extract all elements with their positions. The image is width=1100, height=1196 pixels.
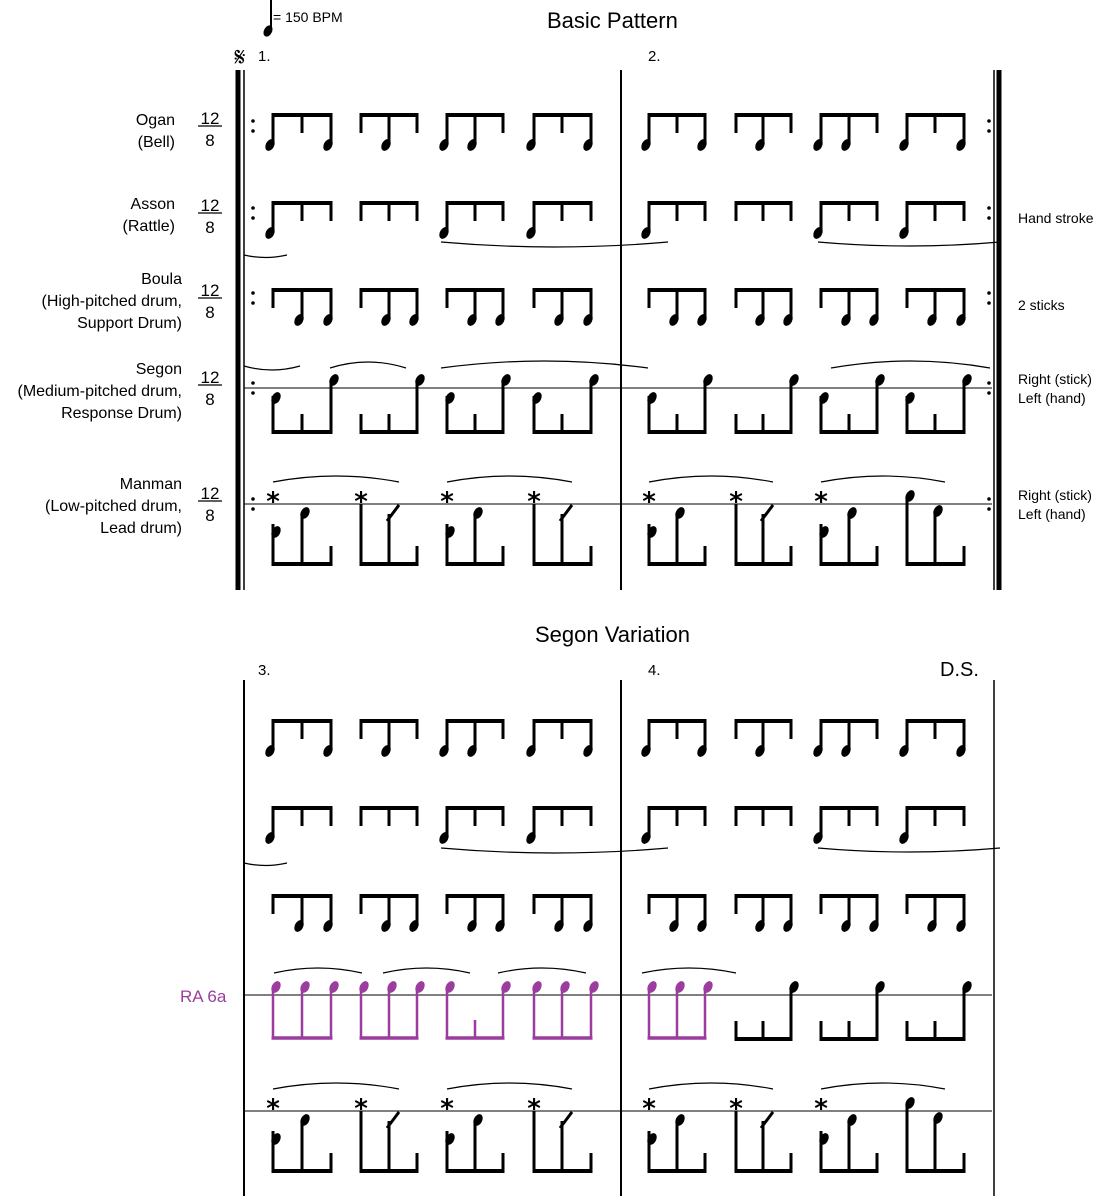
notehead	[787, 373, 800, 388]
notehead	[269, 525, 282, 540]
slur	[273, 476, 399, 482]
notehead	[811, 831, 824, 846]
stick-stroke-star: *	[814, 1094, 828, 1124]
repeat-dot	[251, 391, 255, 395]
notehead	[931, 1111, 944, 1126]
notehead	[263, 744, 276, 759]
notehead-variation	[645, 980, 658, 995]
notehead	[695, 744, 708, 759]
tempo-marking: = 150 BPM	[273, 9, 343, 25]
notehead	[292, 919, 305, 934]
notehead	[811, 226, 824, 241]
notehead-variation	[558, 980, 571, 995]
notehead	[753, 313, 766, 328]
repeat-dot	[987, 291, 991, 295]
stick-stroke-star: *	[354, 1094, 368, 1124]
section-title-basic: Basic Pattern	[547, 8, 678, 33]
notehead	[413, 373, 426, 388]
notehead	[839, 138, 852, 153]
stick-stroke-star: *	[440, 1094, 454, 1124]
notehead	[524, 226, 537, 241]
repeat-dot	[987, 129, 991, 133]
notehead	[960, 373, 973, 388]
notehead	[753, 138, 766, 153]
time-sig-segon-den: 8	[205, 390, 215, 409]
instrument-label-asson: Asson (Rattle)	[122, 196, 175, 235]
annotation-2-sticks: 2 sticks	[1018, 297, 1065, 313]
notehead	[437, 226, 450, 241]
stick-stroke-star: *	[354, 487, 368, 517]
variation-label: RA 6a	[180, 987, 227, 1006]
slur	[818, 242, 1000, 246]
notehead	[581, 744, 594, 759]
notehead	[787, 980, 800, 995]
notehead	[645, 391, 658, 406]
notehead	[465, 744, 478, 759]
notehead	[925, 919, 938, 934]
notehead	[897, 138, 910, 153]
notehead	[839, 313, 852, 328]
notehead	[321, 744, 334, 759]
notehead-variation	[385, 980, 398, 995]
notehead	[903, 489, 916, 504]
notehead	[587, 373, 600, 388]
repeat-dot	[987, 497, 991, 501]
time-sig-asson-num: 12	[200, 196, 220, 215]
notehead	[873, 980, 886, 995]
notehead	[839, 919, 852, 934]
repeat-dot	[987, 119, 991, 123]
notehead	[321, 919, 334, 934]
stick-stroke-star: *	[642, 487, 656, 517]
notehead	[524, 138, 537, 153]
notehead	[639, 138, 652, 153]
notehead	[954, 919, 967, 934]
time-sig-boula-den: 8	[205, 303, 215, 322]
notehead	[269, 1132, 282, 1147]
repeat-dot	[251, 381, 255, 385]
notehead	[954, 313, 967, 328]
notehead	[639, 744, 652, 759]
notehead	[530, 391, 543, 406]
ending-3: 3.	[258, 662, 271, 679]
slur	[831, 361, 990, 368]
notehead-variation	[499, 980, 512, 995]
time-sig-manman-den: 8	[205, 506, 215, 525]
slash-notehead	[560, 505, 572, 521]
notehead	[667, 919, 680, 934]
ending-1: 1.	[258, 48, 271, 65]
instrument-label-manman: Manman (Low-pitched drum, Lead drum)	[45, 476, 182, 537]
time-sig-segon-num: 12	[200, 368, 220, 387]
notehead	[867, 313, 880, 328]
notehead	[465, 138, 478, 153]
notehead	[581, 919, 594, 934]
notehead	[960, 980, 973, 995]
notehead	[493, 919, 506, 934]
notehead-variation	[673, 980, 686, 995]
annotation-manman-left: Left (hand)	[1018, 506, 1086, 522]
slur	[649, 1083, 773, 1089]
notehead	[701, 373, 714, 388]
slash-notehead	[387, 1112, 399, 1128]
notehead	[581, 313, 594, 328]
notehead	[471, 506, 484, 521]
repeat-dot	[987, 301, 991, 305]
slur	[244, 366, 300, 370]
annotation-manman-right: Right (stick)	[1018, 487, 1092, 503]
notehead	[379, 313, 392, 328]
notehead	[499, 373, 512, 388]
notehead	[673, 506, 686, 521]
notehead	[931, 504, 944, 519]
repeat-dot	[251, 507, 255, 511]
slur	[821, 476, 945, 482]
slur	[244, 255, 287, 258]
notehead	[407, 313, 420, 328]
segno-sign: 𝄋	[234, 43, 246, 73]
instrument-label-boula: Boula (High-pitched drum, Support Drum)	[41, 271, 182, 332]
notehead	[897, 831, 910, 846]
instrument-label-segon: Segon (Medium-pitched drum, Response Drum)	[17, 361, 182, 422]
slur	[383, 968, 470, 973]
notehead	[263, 831, 276, 846]
notehead	[695, 313, 708, 328]
notehead	[443, 525, 456, 540]
notehead	[524, 831, 537, 846]
notehead	[817, 391, 830, 406]
notehead	[925, 313, 938, 328]
notehead	[465, 313, 478, 328]
notehead-variation	[413, 980, 426, 995]
repeat-dot	[987, 507, 991, 511]
notehead-variation	[298, 980, 311, 995]
slash-notehead	[761, 1112, 773, 1128]
notehead	[263, 226, 276, 241]
notehead-variation	[587, 980, 600, 995]
slur	[447, 476, 572, 482]
notehead	[753, 744, 766, 759]
repeat-dot	[987, 391, 991, 395]
notehead-variation	[443, 980, 456, 995]
notehead	[781, 313, 794, 328]
notehead	[839, 744, 852, 759]
slur	[447, 1083, 572, 1089]
notehead	[437, 744, 450, 759]
stick-stroke-star: *	[266, 1094, 280, 1124]
notehead	[465, 919, 478, 934]
notehead	[811, 138, 824, 153]
time-sig-manman-num: 12	[200, 484, 220, 503]
notehead-variation	[327, 980, 340, 995]
notehead	[897, 744, 910, 759]
notehead	[379, 919, 392, 934]
notehead	[437, 138, 450, 153]
notehead	[781, 919, 794, 934]
slur	[821, 1083, 945, 1089]
repeat-dot	[251, 119, 255, 123]
slur	[642, 968, 736, 973]
notehead	[524, 744, 537, 759]
repeat-dot	[987, 206, 991, 210]
notehead	[639, 831, 652, 846]
time-sig-asson-den: 8	[205, 218, 215, 237]
repeat-dot	[987, 381, 991, 385]
time-sig-ogan-num: 12	[200, 109, 220, 128]
slur	[244, 863, 287, 866]
ending-2: 2.	[648, 48, 661, 65]
time-sig-ogan-den: 8	[205, 131, 215, 150]
annotation-segon-right: Right (stick)	[1018, 371, 1092, 387]
notehead	[443, 391, 456, 406]
notehead	[321, 313, 334, 328]
notehead	[639, 226, 652, 241]
notehead	[873, 373, 886, 388]
slash-notehead	[387, 505, 399, 521]
slur	[441, 361, 648, 368]
notehead	[471, 1113, 484, 1128]
slur	[273, 1083, 399, 1089]
time-sig-boula-num: 12	[200, 281, 220, 300]
repeat-dot	[251, 291, 255, 295]
notehead	[817, 525, 830, 540]
notehead	[263, 138, 276, 153]
notehead	[753, 919, 766, 934]
tempo-note-head	[262, 24, 275, 38]
notehead	[645, 1132, 658, 1147]
repeat-dot	[251, 129, 255, 133]
notehead	[581, 138, 594, 153]
notehead	[292, 313, 305, 328]
repeat-dot	[987, 216, 991, 220]
stick-stroke-star: *	[266, 487, 280, 517]
notehead	[321, 138, 334, 153]
section-title-variation: Segon Variation	[535, 622, 690, 647]
annotation-hand-stroke: Hand stroke	[1018, 210, 1094, 226]
notehead	[298, 506, 311, 521]
notehead	[298, 1113, 311, 1128]
repeat-dot	[251, 301, 255, 305]
slur	[330, 362, 406, 368]
stick-stroke-star: *	[440, 487, 454, 517]
slur	[441, 848, 668, 853]
annotation-segon-left: Left (hand)	[1018, 390, 1086, 406]
repeat-dot	[251, 216, 255, 220]
notehead	[552, 313, 565, 328]
notehead	[845, 1113, 858, 1128]
stick-stroke-star: *	[729, 1094, 743, 1124]
slur	[498, 968, 586, 973]
notehead-variation	[357, 980, 370, 995]
notehead-variation	[701, 980, 714, 995]
notehead	[695, 919, 708, 934]
notehead	[845, 506, 858, 521]
repeat-dot	[251, 497, 255, 501]
notehead	[695, 138, 708, 153]
notehead	[269, 391, 282, 406]
stick-stroke-star: *	[527, 1094, 541, 1124]
instrument-label-ogan: Ogan (Bell)	[135, 112, 175, 151]
notehead	[903, 391, 916, 406]
repeat-dot	[251, 206, 255, 210]
slur	[441, 242, 668, 247]
stick-stroke-star: *	[729, 487, 743, 517]
notehead	[552, 919, 565, 934]
notehead	[379, 138, 392, 153]
notehead	[379, 744, 392, 759]
notehead	[867, 919, 880, 934]
notehead	[817, 1132, 830, 1147]
stick-stroke-star: *	[642, 1094, 656, 1124]
stick-stroke-star: *	[527, 487, 541, 517]
notehead	[897, 226, 910, 241]
notehead	[327, 373, 340, 388]
notehead	[903, 1096, 916, 1111]
slur	[274, 968, 362, 973]
notehead	[667, 313, 680, 328]
slash-notehead	[560, 1112, 572, 1128]
slash-notehead	[761, 505, 773, 521]
notehead	[954, 744, 967, 759]
notehead	[811, 744, 824, 759]
notehead-variation	[269, 980, 282, 995]
notehead	[954, 138, 967, 153]
notehead	[493, 313, 506, 328]
notehead	[437, 831, 450, 846]
dal-segno-marking: D.S.	[940, 659, 979, 681]
notehead	[443, 1132, 456, 1147]
ending-4: 4.	[648, 662, 661, 679]
notehead	[673, 1113, 686, 1128]
score-structure	[198, 0, 999, 1196]
slur	[818, 848, 1000, 852]
notehead-variation	[530, 980, 543, 995]
slur	[649, 476, 773, 482]
notehead	[407, 919, 420, 934]
stick-stroke-star: *	[814, 487, 828, 517]
notehead	[645, 525, 658, 540]
